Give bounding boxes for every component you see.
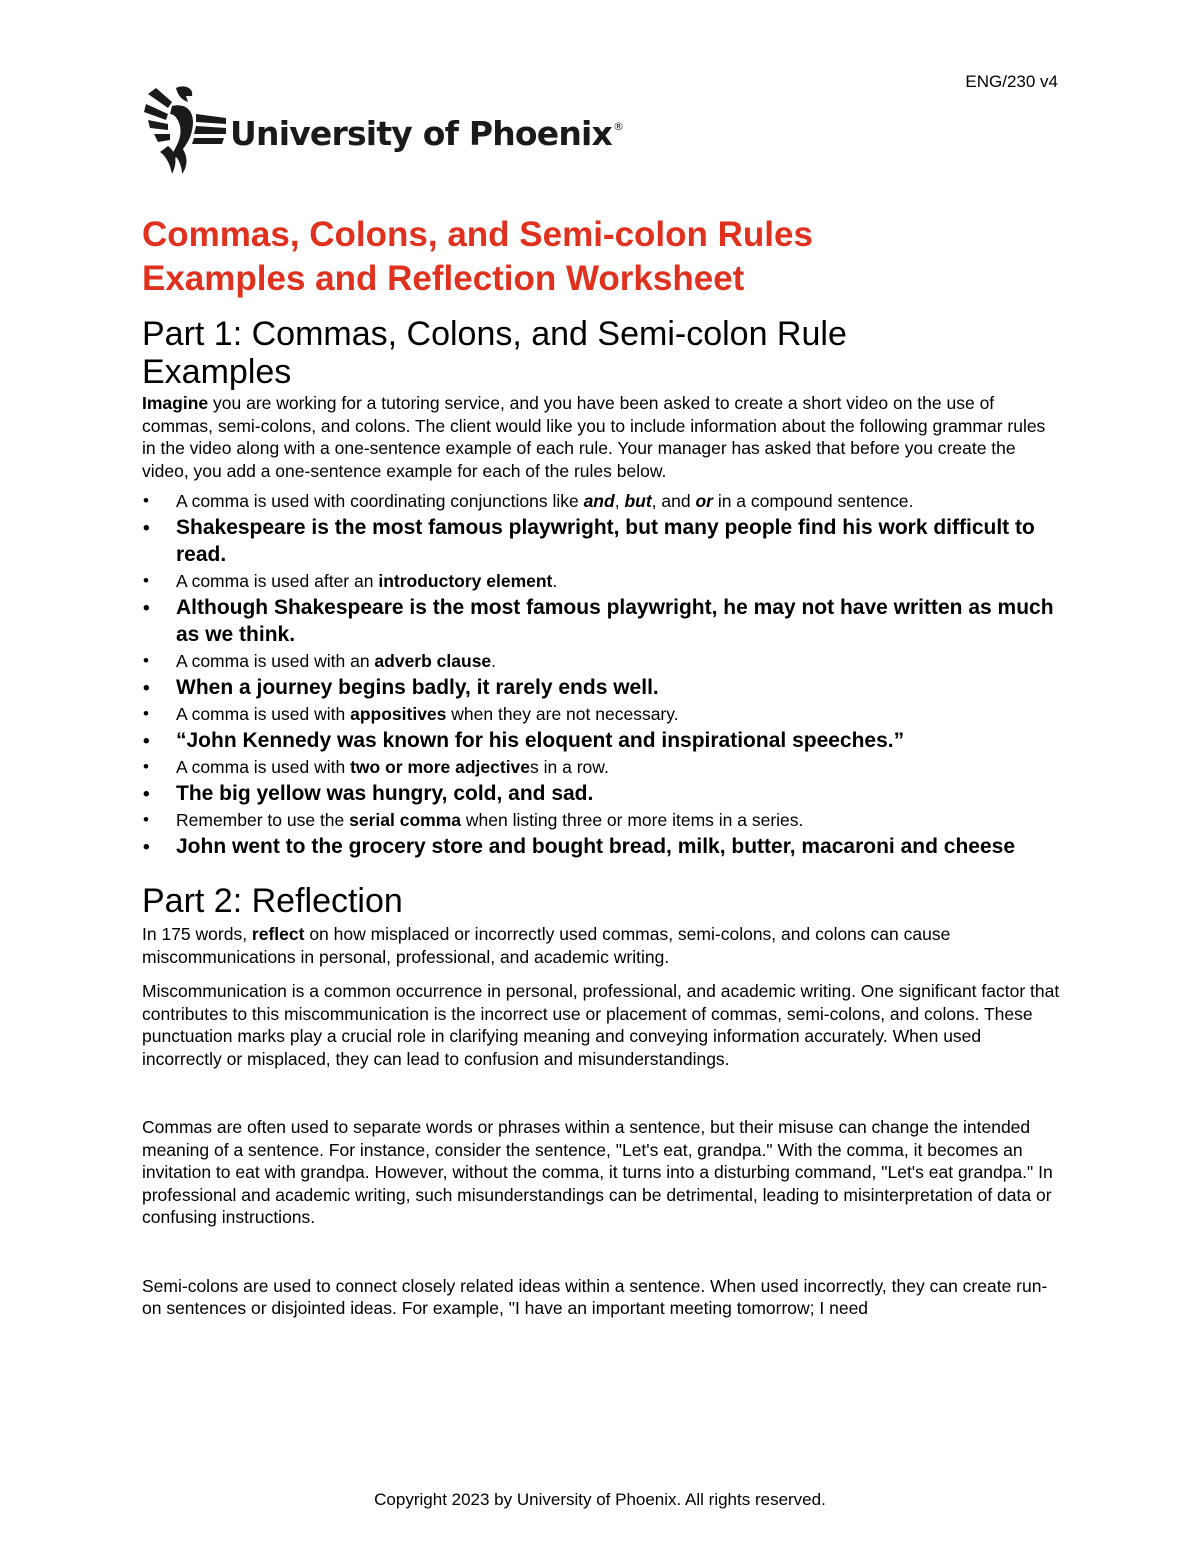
phoenix-bird-icon xyxy=(142,84,226,176)
rules-list xyxy=(142,488,1062,860)
part1-heading: Part 1: Commas, Colons, and Semi-colon Rule Examples xyxy=(142,315,847,391)
bullet-dot-icon: • xyxy=(143,810,149,829)
rule-item: • Remember to use the serial comma when listing three or more items in a series. xyxy=(142,807,1062,833)
reflection-paragraph: Commas are often used to separate words or phrases within a sentence, but their misuse can change the intended meaning of a sentence. For instance, consider the sentence, "Let's eat, grandpa." With the comma, it becomes an invitation to eat with grandpa. However, without the comma, it turns into a disturbing command, "Let's eat grandpa." In professional and academic writing, such misunderstandings can be detrimental, leading to misinterpretation of data or confusing instructions. xyxy=(142,1117,1053,1227)
copyright-footer: Copyright 2023 by University of Phoenix. All rights reserved. xyxy=(374,1490,826,1509)
title-line-1: Commas, Colons, and Semi-colon Rules xyxy=(142,215,813,254)
registered-mark: ® xyxy=(613,119,624,133)
bullet-dot-icon: • xyxy=(143,784,150,805)
example-item: • Shakespeare is the most famous playwright, but many people find his work difficult to read. xyxy=(143,516,1035,566)
rule-item: • A comma is used with coordinating conjunctions like and, but, and or in a compound sentence. xyxy=(142,488,1062,514)
university-logo xyxy=(142,84,623,176)
bullet-dot-icon: • xyxy=(143,651,149,670)
bullet-dot-icon: • xyxy=(143,757,149,776)
bullet-dot-icon: • xyxy=(143,598,150,619)
rule-item: • A comma is used with appositives when they are not necessary. xyxy=(142,701,1062,727)
bullet-dot-icon: • xyxy=(143,731,150,752)
example-item: • When a journey begins badly, it rarely ends well. xyxy=(142,674,1062,701)
example-item: • “John Kennedy was known for his eloquent and inspirational speeches.” xyxy=(142,727,1062,754)
rule-item: • A comma is used with an adverb clause. xyxy=(142,648,1062,674)
rule-item: • A comma is used after an introductory element. xyxy=(142,568,1062,594)
part1-intro: Imagine you are working for a tutoring service, and you have been asked to create a short video on the use of commas, semi-colons, and colons. The client would like you to include information about the following grammar rules in the video along with a one-sentence example of each rule. Your manager has asked that before you create the video, you add a one-sentence example for each of the rules below. xyxy=(142,393,1046,481)
bullet-dot-icon: • xyxy=(143,837,150,858)
reflection-paragraph: Miscommunication is a common occurrence in personal, professional, and academic writing. One significant factor that contributes to this miscommunication is the incorrect use or placement of commas, semi-colons, and colons. These punctuation marks play a crucial role in clarifying meaning and conveying information accurately. When used incorrectly or misplaced, they can lead to confusion and misunderstandings. xyxy=(142,981,1060,1069)
bullet-dot-icon: • xyxy=(143,491,149,510)
bullet-dot-icon: • xyxy=(143,678,150,699)
example-item: • John went to the grocery store and bought bread, milk, butter, macaroni and cheese xyxy=(142,833,1062,860)
part2-heading: Part 2: Reflection xyxy=(142,882,403,920)
bullet-dot-icon: • xyxy=(143,704,149,723)
example-item: • Although Shakespeare is the most famous playwright, he may not have written as much as we think. xyxy=(143,596,1054,646)
reflection-paragraph: Semi-colons are used to connect closely related ideas within a sentence. When used incorrectly, they can create run-on sentences or disjointed ideas. For example, "I have an important meeting tomorrow; I need xyxy=(142,1275,1048,1318)
course-code: ENG/230 v4 xyxy=(965,72,1058,91)
document-title xyxy=(142,213,1062,301)
logo-wordmark: University of Phoenix® xyxy=(230,113,624,153)
bullet-dot-icon: • xyxy=(143,571,149,590)
document-body xyxy=(142,213,1062,1320)
title-line-2: Examples and Reflection Worksheet xyxy=(142,259,745,298)
rule-item: • A comma is used with two or more adjectives in a row. xyxy=(142,754,1062,780)
bullet-dot-icon: • xyxy=(143,518,150,539)
reflection-prompt: In 175 words, reflect on how misplaced or incorrectly used commas, semi-colons, and colons can cause miscommunications in personal, professional, and academic writing. xyxy=(142,924,951,967)
example-item: • The big yellow was hungry, cold, and sad. xyxy=(142,780,1062,807)
